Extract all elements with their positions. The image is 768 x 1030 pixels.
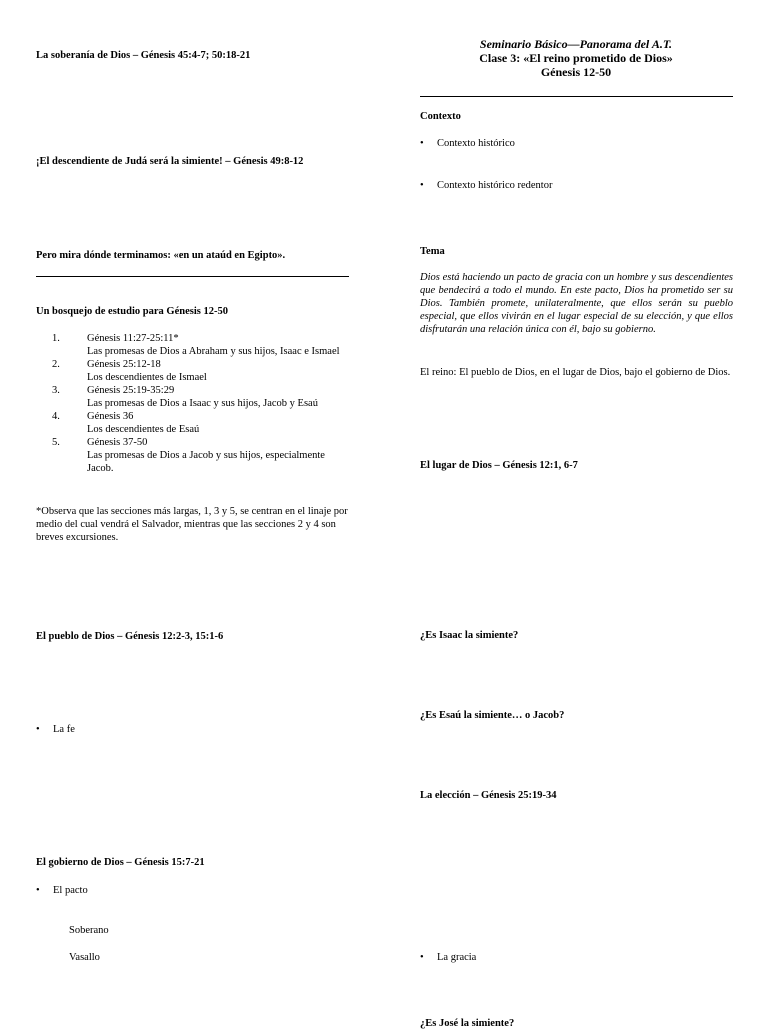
bullet-icon: •: [420, 180, 424, 191]
heading-bosquejo: Un bosquejo de estudio para Génesis 12-50: [36, 306, 228, 317]
outline-item: [52, 358, 352, 384]
outline-ref: Génesis 25:12-18: [87, 359, 161, 370]
bullet-text: La gracia: [437, 952, 477, 963]
heading-contexto: Contexto: [420, 111, 461, 122]
outline-ref: Génesis 25:19-35:29: [87, 385, 175, 396]
outline-note: *Observa que las secciones más largas, 1, 3 y 5, se centran en el linaje por medio del cual vendrá el Salvador, mientras que las secciones 2 y 4 son breves excursiones.: [36, 506, 348, 543]
heading-terminamos: Pero mira dónde terminamos: «en un ataúd en Egipto».: [36, 250, 286, 261]
header-divider: [420, 96, 733, 97]
left-divider: [36, 276, 349, 277]
heading-pueblo: El pueblo de Dios – Génesis 12:2-3, 15:1-6: [36, 631, 224, 642]
outline-ref: Génesis 11:27-25:11*: [87, 333, 179, 344]
reino-definition: El reino: El pueblo de Dios, en el lugar de Dios, bajo el gobierno de Dios.: [420, 367, 731, 378]
outline-desc: Las promesas de Dios a Isaac y sus hijos, Jacob y Esaú: [87, 398, 318, 409]
bullet-icon: •: [36, 724, 40, 735]
tema-paragraph: Dios está haciendo un pacto de gracia con un hombre y sus descendientes que bendecirá a todo el mundo. En este pacto, Dios ha prometido ser su Dios. También promete, unilateralmente, que ellos serán su pueblo especial, que ellos vivirán en el lugar especial de su elección, y que ellos disfrutarán una relación única con él, bajo su gobierno.: [420, 272, 733, 335]
heading-soberania: La soberanía de Dios – Génesis 45:4-7; 50:18-21: [36, 50, 251, 61]
outline-ref: Génesis 36: [87, 411, 134, 422]
outline-item: [52, 410, 352, 436]
bullet-text: Contexto histórico: [437, 138, 515, 149]
course-title: Seminario Básico—Panorama del A.T.: [479, 37, 673, 51]
outline-number: 4.: [52, 411, 60, 422]
bullet-icon: •: [420, 952, 424, 963]
heading-gobierno: El gobierno de Dios – Génesis 15:7-21: [36, 857, 205, 868]
heading-esau: ¿Es Esaú la simiente… o Jacob?: [420, 710, 565, 721]
heading-isaac: ¿Es Isaac la simiente?: [420, 630, 519, 641]
outline-desc: Los descendientes de Ismael: [87, 372, 207, 383]
heading-descendiente: ¡El descendiente de Judá será la simiente! – Génesis 49:8-12: [36, 156, 304, 167]
outline-desc: Los descendientes de Esaú: [87, 424, 200, 435]
heading-jose: ¿Es José la simiente?: [420, 1018, 515, 1029]
bullet-icon: •: [420, 138, 424, 149]
outline-ref: Génesis 37-50: [87, 437, 148, 448]
heading-lugar: El lugar de Dios – Génesis 12:1, 6-7: [420, 460, 578, 471]
outline-number: 1.: [52, 333, 60, 344]
outline-list: [52, 332, 352, 475]
outline-item: [52, 332, 352, 358]
outline-item: [52, 436, 352, 475]
bullet-text: El pacto: [53, 885, 88, 896]
outline-number: 5.: [52, 437, 60, 448]
outline-item: [52, 384, 352, 410]
class-title: Clase 3: «El reino prometido de Dios»: [479, 51, 673, 65]
bullet-text: La fe: [53, 724, 75, 735]
label-vasallo: Vasallo: [69, 952, 100, 963]
label-soberano: Soberano: [69, 925, 109, 936]
doc-header: [420, 37, 732, 79]
heading-tema: Tema: [420, 246, 445, 257]
bullet-text: Contexto histórico redentor: [437, 180, 553, 191]
heading-eleccion: La elección – Génesis 25:19-34: [420, 790, 557, 801]
scripture-range: Génesis 12-50: [540, 65, 612, 79]
bullet-icon: •: [36, 885, 40, 896]
outline-number: 3.: [52, 385, 60, 396]
outline-number: 2.: [52, 359, 60, 370]
outline-desc: Las promesas de Dios a Abraham y sus hijos, Isaac e Ismael: [87, 346, 340, 357]
outline-desc: Las promesas de Dios a Jacob y sus hijos, especialmente Jacob.: [87, 450, 325, 474]
